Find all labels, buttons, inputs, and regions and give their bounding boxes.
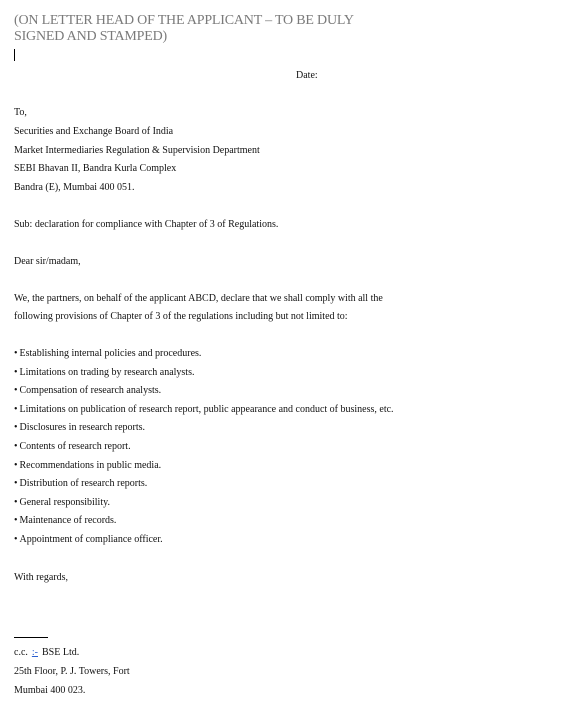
bullet-icon: • [14, 366, 18, 378]
provision-text: Recommendations in public media. [19, 459, 162, 471]
cc-line [14, 647, 79, 659]
cc-name: BSE Ltd. [42, 647, 80, 658]
address-to: To, [14, 107, 27, 118]
provision-text: Limitations on trading by research analysts. [19, 366, 195, 378]
provision-text: Establishing internal policies and procedures. [19, 348, 202, 359]
bullet-icon: • [14, 496, 18, 508]
bullet-icon: • [14, 515, 18, 527]
letterhead-instruction: (ON LETTER HEAD OF THE APPLICANT – TO BE DULY SIGNED AND STAMPED) [14, 13, 354, 44]
bullet-icon: • [14, 440, 18, 452]
list-item [14, 422, 394, 441]
list-item [14, 497, 394, 516]
bullet-icon: • [14, 478, 18, 490]
body-line-2: following provisions of Chapter of 3 of the regulations including but not limited to: [14, 311, 348, 322]
list-item [14, 460, 394, 479]
cc-link[interactable]: :- [31, 647, 38, 658]
bullet-icon: • [14, 385, 18, 397]
address-line-4: Bandra (E), Mumbai 400 051. [14, 182, 135, 193]
list-item [14, 515, 394, 534]
closing: With regards, [14, 572, 69, 583]
list-item [14, 348, 394, 367]
bullet-icon: • [14, 459, 18, 471]
list-item [14, 441, 394, 460]
list-item [14, 404, 394, 423]
bullet-icon: • [14, 422, 18, 434]
provision-text: Compensation of research analysts. [19, 385, 162, 397]
bullet-icon: • [14, 403, 18, 415]
provision-text: Maintenance of records. [19, 515, 117, 527]
signature-line [14, 637, 48, 638]
bullet-icon: • [14, 533, 18, 545]
cc-address-line-2: 25th Floor, P. J. Towers, Fort [14, 666, 130, 677]
list-item [14, 385, 394, 404]
list-item [14, 478, 394, 497]
provision-text: Contents of research report. [19, 440, 131, 452]
provisions-list [14, 348, 394, 553]
address-line-3: SEBI Bhavan II, Bandra Kurla Complex [14, 163, 177, 174]
provision-text: Appointment of compliance officer. [19, 533, 163, 545]
subject-line: Sub: declaration for compliance with Chapter of 3 of Regulations. [14, 219, 279, 230]
list-item [14, 534, 394, 553]
list-item [14, 367, 394, 386]
provision-text: Limitations on publication of research report, public appearance and conduct of business, etc. [19, 403, 394, 415]
address-line-2: Market Intermediaries Regulation & Supervision Department [14, 145, 260, 156]
address-line-1: Securities and Exchange Board of India [14, 126, 174, 137]
cc-address-line-3: Mumbai 400 023. [14, 685, 86, 696]
salutation: Dear sir/madam, [14, 256, 81, 267]
cc-prefix: c.c. [14, 647, 28, 658]
date-label: Date: [296, 70, 318, 81]
bullet-icon: • [14, 348, 18, 359]
text-cursor [14, 49, 15, 61]
provision-text: General responsibility. [19, 496, 110, 508]
provision-text: Disclosures in research reports. [19, 422, 146, 434]
body-line-1: We, the partners, on behalf of the applicant ABCD, declare that we shall comply with all the [14, 293, 383, 304]
provision-text: Distribution of research reports. [19, 478, 148, 490]
